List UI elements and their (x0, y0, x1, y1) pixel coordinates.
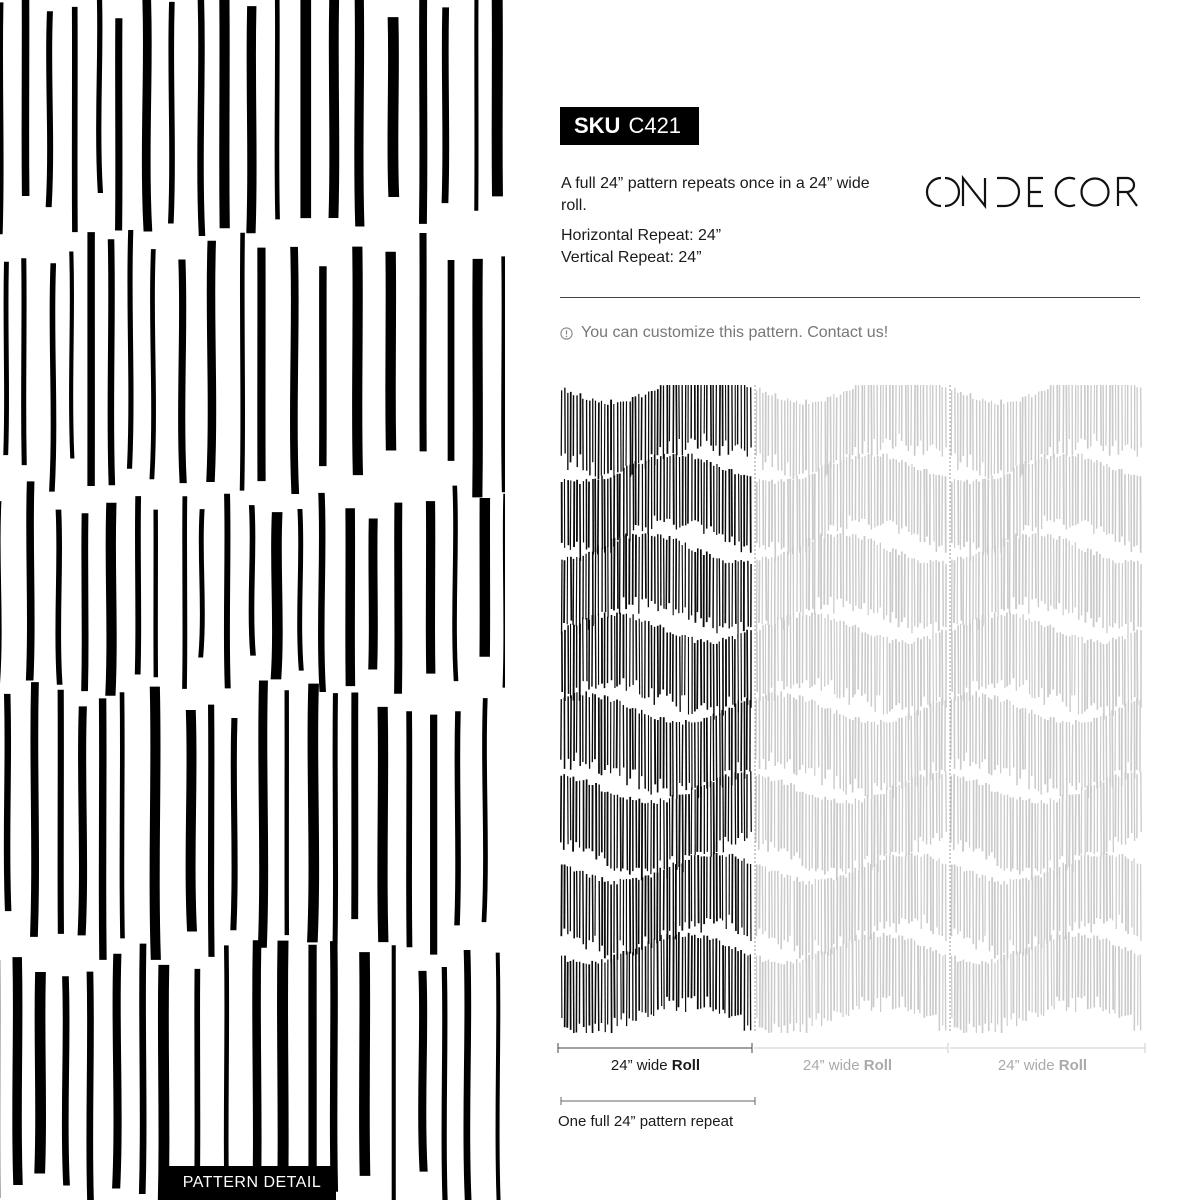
vertical-repeat: Vertical Repeat: 24” (561, 249, 702, 266)
sku-badge (560, 107, 699, 145)
roll-preview (560, 385, 1145, 1033)
repeat-details (561, 225, 891, 269)
roll-label-3: 24” wide Roll (997, 1057, 1088, 1074)
customize-note (560, 324, 888, 342)
roll-label-1: 24” wide Roll (610, 1057, 701, 1074)
roll-label-2: 24” wide Roll (802, 1057, 893, 1074)
brand-logo (925, 170, 1140, 214)
repeat-label: One full 24” pattern repeat (558, 1113, 734, 1130)
sku-code: C421 (628, 113, 682, 138)
customize-note-text: You can customize this pattern. Contact us! (581, 324, 889, 341)
horizontal-repeat: Horizontal Repeat: 24” (561, 227, 722, 244)
repeat-description: A full 24” pattern repeats once in a 24” wide roll. (561, 175, 870, 214)
pattern-detail-image (0, 0, 505, 1200)
sku-key: SKU (574, 113, 621, 138)
pattern-detail-label: PATTERN DETAIL (168, 1166, 336, 1200)
section-divider (560, 297, 1140, 298)
repeat-measure-line (558, 1096, 758, 1106)
info-icon (560, 327, 573, 340)
